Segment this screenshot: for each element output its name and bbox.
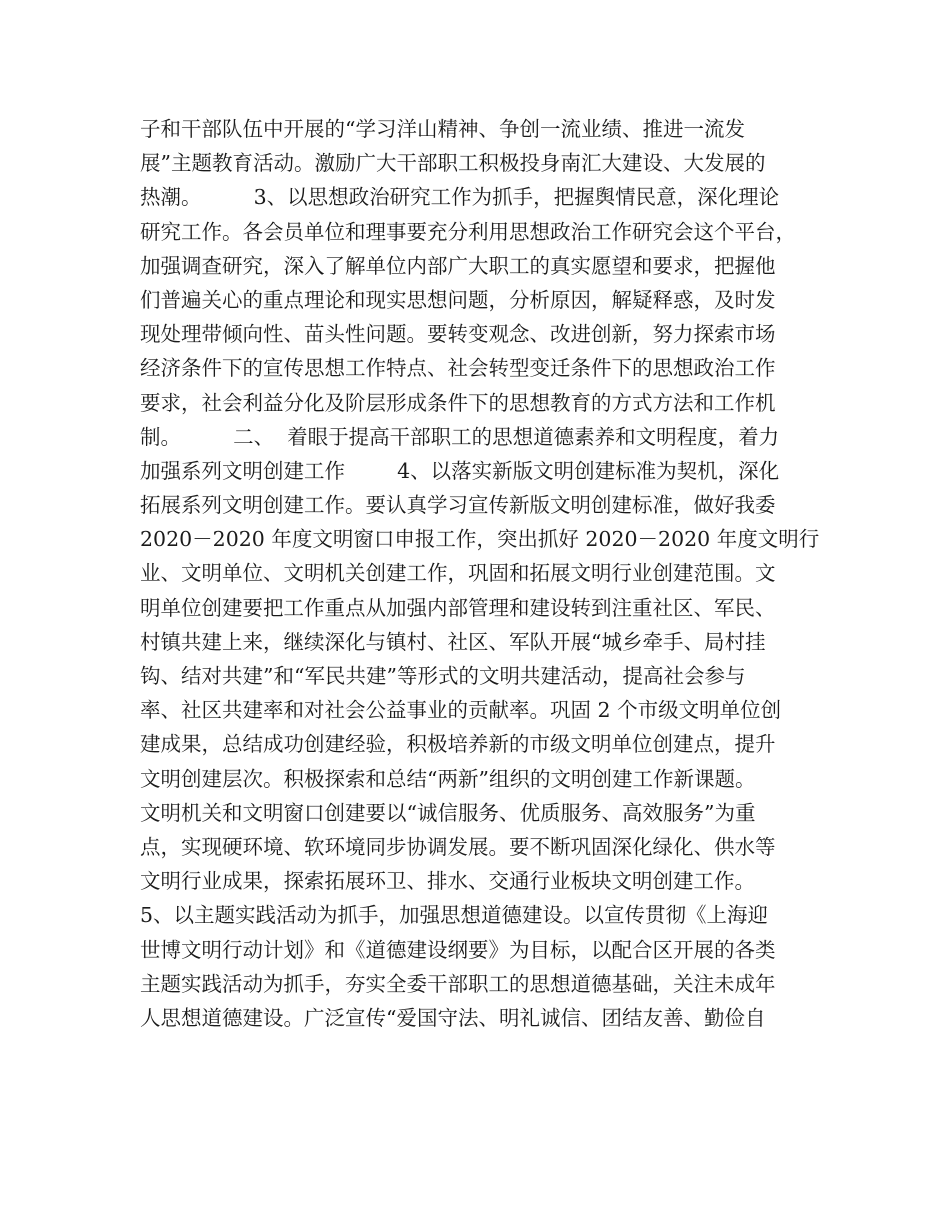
text-line: 拓展系列文明创建工作。要认真学习宣传新版文明创建标准，做好我委	[140, 493, 776, 518]
text-line: 主题实践活动为抓手，夯实全委干部职工的思想道德基础，关注未成年	[140, 971, 776, 996]
body-text	[140, 112, 830, 1035]
text-line: 加强调查研究，深入了解单位内部广大职工的真实愿望和要求，把握他	[140, 253, 776, 278]
text-line: 明单位创建要把工作重点从加强内部管理和建设转到注重社区、军民、	[140, 595, 776, 620]
text-line: 业、文明单位、文明机关创建工作，巩固和拓展文明行业创建范围。文	[140, 561, 776, 586]
text-line: 子和干部队伍中开展的“学习洋山精神、争创一流业绩、推进一流发	[140, 117, 745, 141]
text-line: 现处理带倾向性、苗头性问题。要转变观念、改进创新，努力探索市场	[140, 322, 776, 347]
text-line: 们普遍关心的重点理论和现实思想问题，分析原因，解疑释惑，及时发	[140, 287, 776, 312]
text-line: 率、社区共建率和对社会公益事业的贡献率。巩固 2 个市级文明单位创	[140, 698, 782, 723]
text-line: 5、以主题实践活动为抓手，加强思想道德建设。以宣传贯彻《上海迎	[140, 903, 769, 928]
text-line: 制。 二、 着眼于提高干部职工的思想道德素养和文明程度，着力	[140, 424, 780, 449]
text-line: 展”主题教育活动。激励广大干部职工积极投身南汇大建设、大发展的	[140, 151, 766, 176]
text-line: 村镇共建上来，继续深化与镇村、社区、军队开展“城乡牵手、局村挂	[140, 629, 766, 654]
text-line: 世博文明行动计划》和《道德建设纲要》为目标，以配合区开展的各类	[140, 937, 776, 962]
text-line: 热潮。 3、以思想政治研究工作为抓手，把握舆情民意，深化理论	[140, 185, 780, 210]
text-line: 要求，社会利益分化及阶层形成条件下的思想教育的方式方法和工作机	[140, 390, 776, 415]
text-line: 研究工作。各会员单位和理事要充分利用思想政治工作研究会这个平台，	[140, 219, 796, 244]
text-line: 人思想道德建设。广泛宣传“爱国守法、明礼诚信、团结友善、勤俭自	[140, 1005, 766, 1030]
text-line: 经济条件下的宣传思想工作特点、社会转型变迁条件下的思想政治工作	[140, 356, 776, 381]
text-line: 文明行业成果，探索拓展环卫、排水、交通行业板块文明创建工作。	[140, 869, 755, 894]
text-line: 2020－2020 年度文明窗口申报工作，突出抓好 2020－2020 年度文明行	[140, 527, 820, 552]
text-line: 建成果，总结成功创建经验，积极培养新的市级文明单位创建点，提升	[140, 732, 776, 757]
text-line: 文明机关和文明窗口创建要以“诚信服务、优质服务、高效服务”为重	[140, 800, 756, 825]
text-line: 文明创建层次。积极探索和总结“两新”组织的文明创建工作新课题。	[140, 766, 756, 791]
text-line: 钩、结对共建”和“军民共建”等形式的文明共建活动，提高社会参与	[140, 664, 746, 688]
text-line: 点，实现硬环境、软环境同步协调发展。要不断巩固深化绿化、供水等	[140, 834, 776, 859]
text-line: 加强系列文明创建工作 4、以落实新版文明创建标准为契机，深化	[140, 458, 780, 483]
